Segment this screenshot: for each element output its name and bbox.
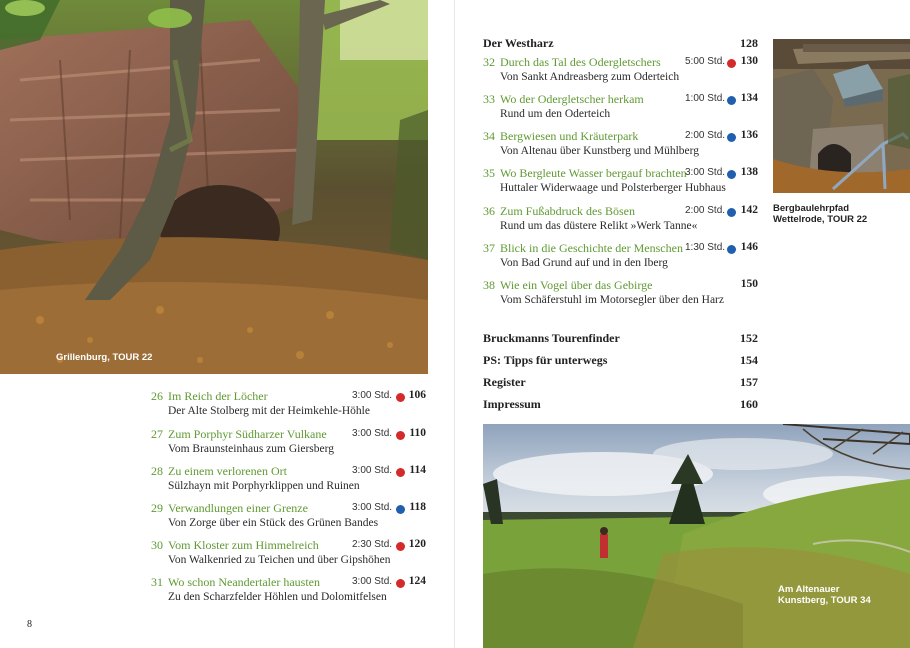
tour-duration: 3:00 Std. [685,167,726,178]
tour-subtitle: Von Walkenried zu Teichen und über Gipshöhen [168,554,391,566]
tour-page: 114 [409,464,426,476]
tour-page: 134 [740,92,758,104]
toc-entry[interactable] [483,204,759,242]
tour-subtitle: Vom Schäferstuhl im Motorsegler über den Harz [500,294,724,306]
tour-subtitle: Von Sankt Andreasberg zum Oderteich [500,71,680,83]
tour-duration: 3:00 Std. [352,502,393,513]
tour-subtitle: Zu den Scharzfelder Höhlen und Dolomitfelsen [168,591,387,603]
tour-subtitle: Huttaler Widerwaage und Polsterberger Hubhaus [500,182,726,194]
toc-entry[interactable] [483,92,759,130]
tour-title: Wo Bergleute Wasser bergauf brachten [500,166,687,180]
photo-caption-grillenburg: Grillenburg, TOUR 22 [56,352,153,363]
tour-subtitle: Vom Braunsteinhaus zum Giersberg [168,443,334,455]
tour-page: 138 [740,166,758,178]
tour-page: 142 [740,204,758,216]
toc-entry[interactable] [151,427,427,465]
tour-page: 106 [408,389,426,401]
tour-duration: 2:30 Std. [352,539,393,550]
tour-duration: 2:00 Std. [685,205,726,216]
toc-entry[interactable] [151,501,427,539]
tour-number: 27 [151,427,163,441]
tour-number: 38 [483,278,495,292]
toc-entry[interactable] [151,538,427,576]
tour-number: 35 [483,166,495,180]
tour-title: Verwandlungen einer Grenze [168,501,308,515]
tour-duration: 3:00 Std. [352,428,393,439]
tour-subtitle: Von Altenau über Kunstberg und Mühlberg [500,145,699,157]
tour-duration: 2:00 Std. [685,130,726,141]
section-title: Bruckmanns Tourenfinder [483,331,620,345]
tour-subtitle: Rund um das düstere Relikt »Werk Tanne« [500,220,698,232]
section-page: 157 [740,375,758,389]
tour-subtitle: Rund um den Oderteich [500,108,611,120]
photo-grillenburg [0,0,428,374]
tour-title: Zum Porphyr Südharzer Vulkane [168,427,327,441]
section-entry[interactable] [483,397,758,413]
section-title: Der Westharz [483,36,554,50]
tour-number: 37 [483,241,495,255]
section-title: Impressum [483,397,541,411]
tour-page: 118 [409,501,426,513]
tour-subtitle: Von Zorge über ein Stück des Grünen Bandes [168,517,379,529]
tour-number: 30 [151,538,163,552]
tour-title: Zum Fußabdruck des Bösen [500,204,635,218]
tour-duration: 3:00 Std. [352,465,393,476]
tour-number: 29 [151,501,163,515]
tour-title: Wo der Odergletscher herkam [500,92,644,106]
tour-duration: 3:00 Std. [352,390,393,401]
section-title: PS: Tipps für unterwegs [483,353,608,367]
tour-title: Wie ein Vogel über das Gebirge [500,278,653,292]
section-heading[interactable] [483,36,758,52]
toc-entry[interactable] [483,129,759,167]
photo-altenauer-kunstberg [483,424,910,648]
tour-title: Vom Kloster zum Himmelreich [168,538,319,552]
tour-page: 150 [740,278,758,290]
tour-title: Durch das Tal des Odergletschers [500,55,661,69]
tour-page: 110 [409,427,426,439]
photo-caption-bergbaulehrpfad: Bergbaulehrpfad Wettelrode, TOUR 22 [773,203,868,225]
tour-number: 32 [483,55,495,69]
section-entry[interactable] [483,331,758,347]
section-page: 154 [740,353,758,367]
tour-page: 120 [408,538,426,550]
tour-page: 136 [740,129,758,141]
tour-title: Wo schon Neandertaler hausten [168,575,320,589]
section-page: 128 [740,36,758,50]
tour-duration: 1:00 Std. [685,93,726,104]
section-entry[interactable] [483,353,758,369]
tour-title: Blick in die Geschichte der Menschen [500,241,683,255]
tour-title: Bergwiesen und Kräuterpark [500,129,639,143]
tour-subtitle: Sülzhayn mit Porphyrklippen und Ruinen [168,480,360,492]
section-page: 152 [740,331,758,345]
section-title: Register [483,375,526,389]
tour-duration: 3:00 Std. [352,576,393,587]
section-entry[interactable] [483,375,758,391]
tour-subtitle: Der Alte Stolberg mit der Heimkehle-Höhle [168,405,370,417]
photo-bergbaulehrpfad [773,39,910,193]
toc-entry[interactable] [483,278,759,316]
tour-number: 36 [483,204,495,218]
page-gutter [454,0,455,648]
tour-number: 31 [151,575,163,589]
tour-title: Im Reich der Löcher [168,389,268,403]
tour-page: 146 [740,241,758,253]
tour-page: 124 [408,575,426,587]
tour-subtitle: Von Bad Grund auf und in den Iberg [500,257,668,269]
toc-entry[interactable] [151,389,427,427]
tour-number: 28 [151,464,163,478]
toc-entry[interactable] [151,464,427,502]
toc-entry[interactable] [151,575,427,613]
tour-page: 130 [740,55,758,67]
toc-entry[interactable] [483,241,759,279]
section-page: 160 [740,397,758,411]
tour-duration: 5:00 Std. [685,56,726,67]
tour-title: Zu einem verlorenen Ort [168,464,287,478]
tour-number: 26 [151,389,163,403]
toc-entry[interactable] [483,55,759,93]
tour-number: 33 [483,92,495,106]
tour-number: 34 [483,129,495,143]
photo-caption-altenauer-kunstberg: Am Altenauer Kunstberg, TOUR 34 [778,584,871,606]
page-number-left: 8 [27,619,32,630]
tour-duration: 1:30 Std. [685,242,726,253]
toc-entry[interactable] [483,166,759,204]
